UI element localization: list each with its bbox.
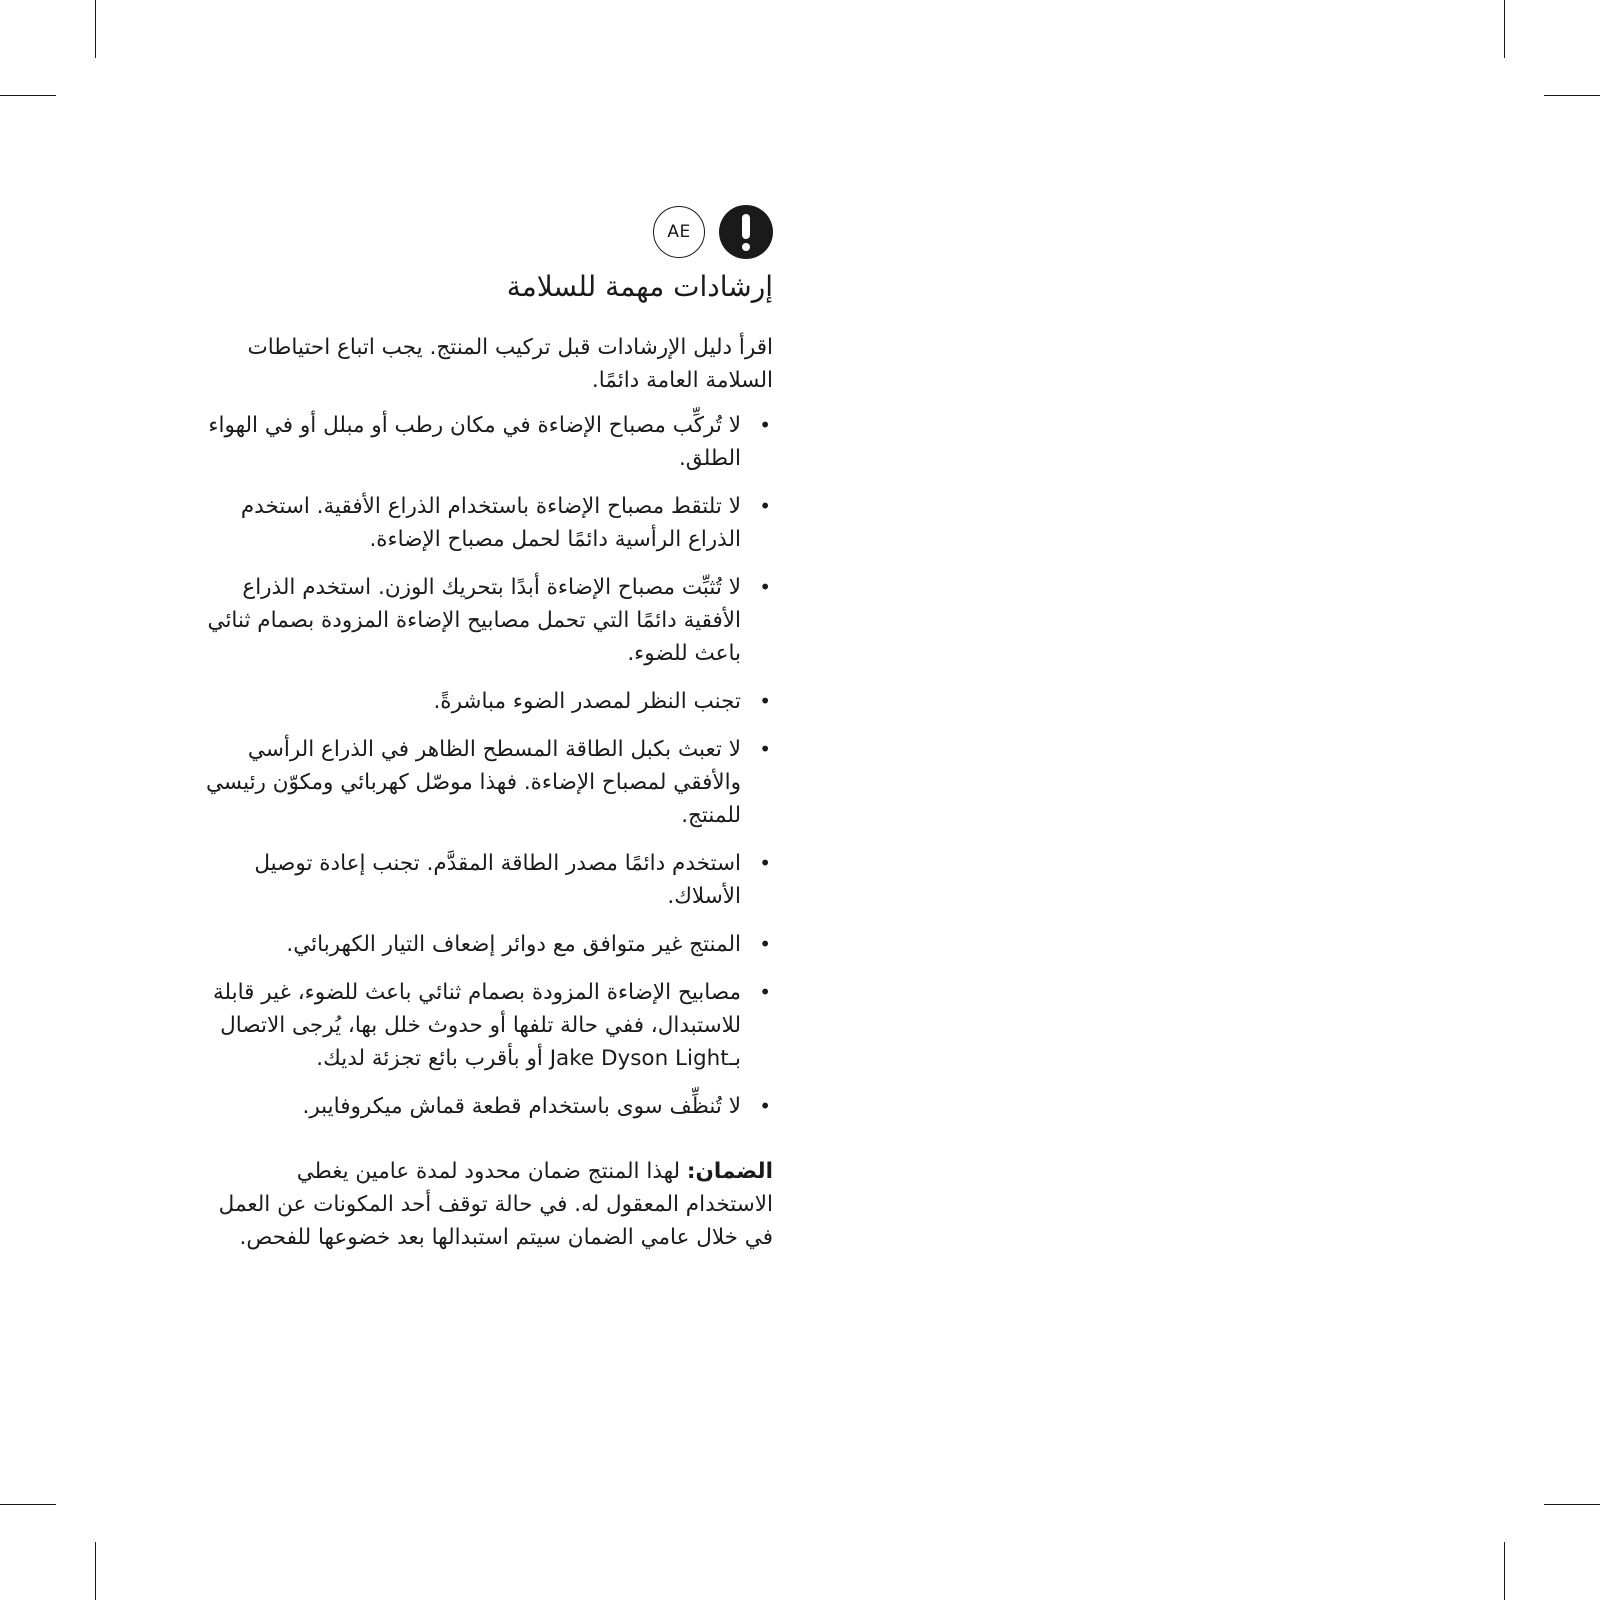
safety-instructions <box>205 203 773 1254</box>
crop-mark-bottom-right-vertical <box>1504 1542 1505 1600</box>
list-item: • لا تعبث بكبل الطاقة المسطح الظاهر في الذراع الرأسي والأفقي لمصباح الإضاءة. فهذا موصّل كهربائي ومكوّن رئيسي للمنتج. <box>205 733 773 832</box>
bullet-icon: • <box>759 932 771 956</box>
list-item: • لا تُثبِّت مصباح الإضاءة أبدًا بتحريك الوزن. استخدم الذراع الأفقية دائمًا التي تحمل مصابيح الإضاءة المزودة بصمام ثنائي باعث للضوء. <box>205 571 773 670</box>
bullet-icon: • <box>759 413 771 437</box>
bullet-icon: • <box>759 494 771 518</box>
bullet-icon: • <box>759 737 771 761</box>
intro-paragraph: اقرأ دليل الإرشادات قبل تركيب المنتج. يجب اتباع احتياطات السلامة العامة دائمًا. <box>247 335 773 393</box>
list-item: • المنتج غير متوافق مع دوائر إضعاف التيار الكهربائي. <box>205 928 773 961</box>
bullet-icon: • <box>759 851 771 875</box>
bullet-icon: • <box>759 980 771 1004</box>
safety-rules-list <box>205 409 773 1123</box>
bullet-icon: • <box>759 1094 771 1118</box>
bullet-icon: • <box>759 575 771 599</box>
list-item: • تجنب النظر لمصدر الضوء مباشرةً. <box>205 685 773 718</box>
bullet-icon: • <box>759 689 771 713</box>
language-badge-icon: AE <box>653 206 705 258</box>
warranty-text: لهذا المنتج ضمان محدود لمدة عامين يغطي الاستخدام المعقول له. في حالة توقف أحد المكونات عن العمل في خلال عامي الضمان سيتم استبدالها بعد خضوعها للفحص. <box>218 1159 773 1250</box>
list-item: • لا تُنظِّف سوى باستخدام قطعة قماش ميكروفايبر. <box>205 1090 773 1123</box>
list-item: • لا تُركِّب مصباح الإضاءة في مكان رطب أو مبلل أو في الهواء الطلق. <box>205 409 773 475</box>
warranty-paragraph <box>205 1155 773 1254</box>
list-item: • مصابيح الإضاءة المزودة بصمام ثنائي باعث للضوء، غير قابلة للاستبدال، ففي حالة تلفها أو حدوث خلل بها، يُرجى الاتصال بـJake Dyson Light أو بأقرب بائع تجزئة لديك. <box>205 976 773 1075</box>
page-title: إرشادات مهمة للسلامة <box>506 270 773 303</box>
crop-mark-bottom-right-horizontal <box>1544 1504 1600 1505</box>
list-item: • استخدم دائمًا مصدر الطاقة المقدَّم. تجنب إعادة توصيل الأسلاك. <box>205 847 773 913</box>
crop-mark-top-right-vertical <box>1504 0 1505 58</box>
crop-mark-top-left-vertical <box>95 0 96 58</box>
header-icons <box>205 203 773 261</box>
crop-mark-bottom-left-horizontal <box>0 1504 56 1505</box>
list-item: • لا تلتقط مصباح الإضاءة باستخدام الذراع الأفقية. استخدم الذراع الرأسية دائمًا لحمل مصباح الإضاءة. <box>205 490 773 556</box>
crop-mark-top-right-horizontal <box>1544 95 1600 96</box>
crop-mark-bottom-left-vertical <box>95 1542 96 1600</box>
warranty-label: الضمان: <box>686 1159 773 1184</box>
exclamation-circle-icon <box>719 205 773 259</box>
crop-mark-top-left-horizontal <box>0 95 56 96</box>
